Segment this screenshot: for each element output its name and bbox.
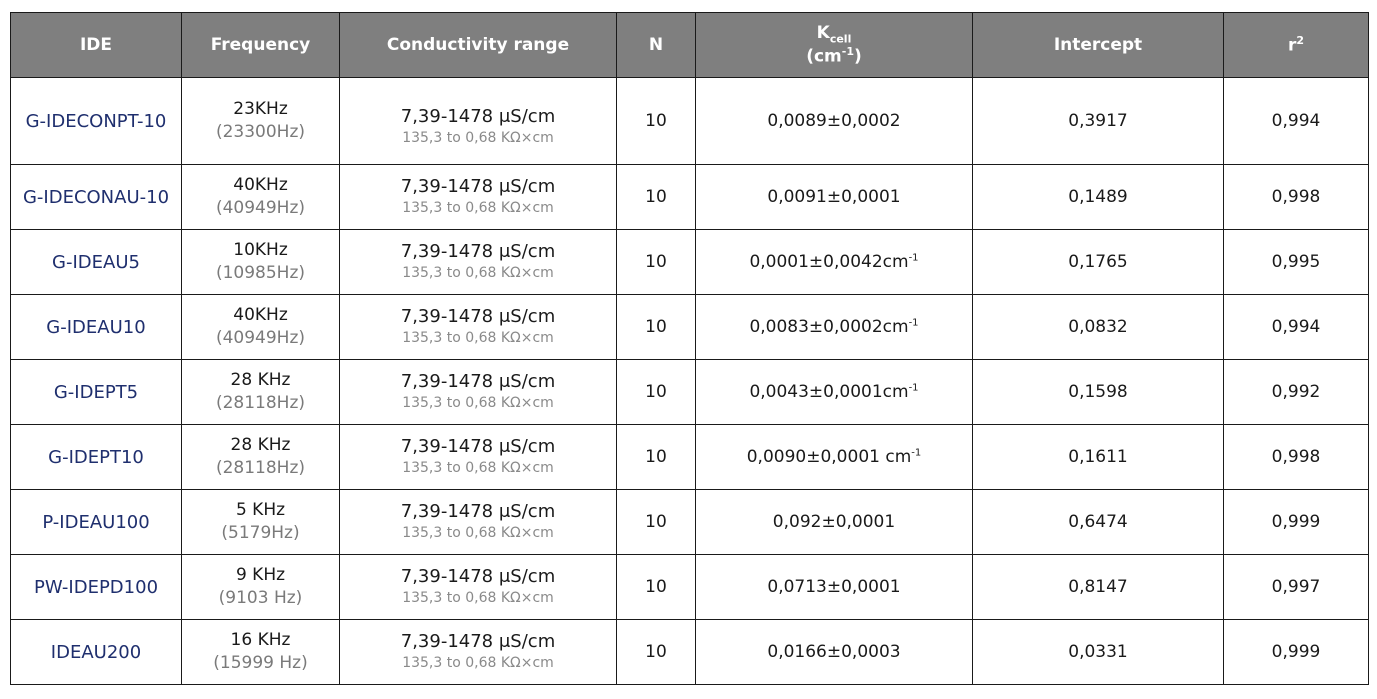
conductivity-range: 7,39-1478 μS/cm [400,501,556,522]
cell-conductivity [340,490,617,555]
frequency-hz: (10985Hz) [215,263,306,283]
cell-frequency [182,230,340,295]
cell-intercept: 0,1489 [973,165,1224,230]
cell-intercept: 0,1598 [973,360,1224,425]
cell-kcell [696,230,973,295]
cell-n: 10 [617,620,696,685]
header-kcell [696,13,973,78]
cell-r2: 0,992 [1224,360,1369,425]
r2-symbol: r [1287,35,1297,56]
cell-ide [11,78,182,165]
cell-conductivity [340,360,617,425]
table-row [11,555,1369,620]
kcell-unit: cm [882,317,909,337]
ide-name: G-IDEAU5 [52,251,140,273]
kcell-value: 0,0090±0,0001 [746,447,880,467]
ide-name: G-IDECONPT-10 [25,110,167,132]
cell-conductivity [340,425,617,490]
header-conductivity-range: Conductivity range [340,13,617,78]
ide-name: IDEAU200 [50,641,142,663]
conductivity-range: 7,39-1478 μS/cm [400,371,556,392]
cell-ide [11,295,182,360]
cell-frequency [182,555,340,620]
table-row [11,425,1369,490]
cell-frequency [182,78,340,165]
ide-name: G-IDEPT10 [48,446,144,468]
frequency-khz: 16 KHz [230,630,291,650]
ide-name: G-IDECONAU-10 [22,186,170,208]
ide-name: G-IDEPT5 [53,381,139,403]
table-row [11,490,1369,555]
ide-name: PW-IDEPD100 [33,576,159,598]
cell-intercept: 0,0832 [973,295,1224,360]
header-row [11,13,1369,78]
frequency-hz: (23300Hz) [215,122,306,142]
cell-ide [11,360,182,425]
cell-n: 10 [617,425,696,490]
conductivity-range: 7,39-1478 μS/cm [400,106,556,127]
cell-n: 10 [617,295,696,360]
cell-kcell [696,78,973,165]
conductivity-range: 7,39-1478 μS/cm [400,436,556,457]
cell-r2: 0,994 [1224,295,1369,360]
cell-r2: 0,994 [1224,78,1369,165]
kcell-value: 0,0001±0,0042 [749,252,883,272]
header-ide: IDE [11,13,182,78]
header-r2 [1224,13,1369,78]
resistivity-range: 135,3 to 0,68 KΩ×cm [402,395,554,411]
conductivity-range: 7,39-1478 μS/cm [400,241,556,262]
resistivity-range: 135,3 to 0,68 KΩ×cm [402,525,554,541]
conductivity-range: 7,39-1478 μS/cm [400,631,556,652]
kcell-unit-sup: -1 [841,45,854,59]
cell-frequency [182,165,340,230]
cell-conductivity [340,555,617,620]
kcell-value: 0,0713±0,0001 [767,577,901,597]
kcell-unit-close: ) [854,47,862,68]
resistivity-range: 135,3 to 0,68 KΩ×cm [402,200,554,216]
cell-n: 10 [617,360,696,425]
conductivity-range: 7,39-1478 μS/cm [400,306,556,327]
cell-conductivity [340,78,617,165]
frequency-khz: 5 KHz [235,500,286,520]
r2-superscript: 2 [1296,34,1305,48]
conductivity-range: 7,39-1478 μS/cm [400,566,556,587]
cell-kcell [696,360,973,425]
kcell-unit-open: (cm [806,47,842,68]
table-row [11,360,1369,425]
kcell-unit: cm [882,252,909,272]
frequency-khz: 10KHz [233,240,288,260]
kcell-unit-exponent: -1 [908,382,919,394]
frequency-hz: (28118Hz) [215,393,306,413]
table-row [11,295,1369,360]
ide-characterization-table [10,12,1369,685]
cell-kcell [696,295,973,360]
cell-r2: 0,999 [1224,620,1369,685]
frequency-hz: (9103 Hz) [218,588,303,608]
frequency-hz: (15999 Hz) [213,653,308,673]
kcell-value: 0,092±0,0001 [772,512,896,532]
frequency-hz: (28118Hz) [215,458,306,478]
kcell-value: 0,0083±0,0002 [749,317,883,337]
frequency-khz: 9 KHz [235,565,286,585]
cell-ide [11,490,182,555]
cell-frequency [182,620,340,685]
cell-intercept: 0,3917 [973,78,1224,165]
frequency-khz: 28 KHz [230,435,291,455]
table-header [11,13,1369,78]
resistivity-range: 135,3 to 0,68 KΩ×cm [402,655,554,671]
frequency-hz: (40949Hz) [215,198,306,218]
kcell-value: 0,0089±0,0002 [767,111,901,131]
cell-intercept: 0,6474 [973,490,1224,555]
cell-n: 10 [617,230,696,295]
header-frequency: Frequency [182,13,340,78]
cell-n: 10 [617,490,696,555]
resistivity-range: 135,3 to 0,68 KΩ×cm [402,590,554,606]
cell-intercept: 0,1765 [973,230,1224,295]
cell-frequency [182,490,340,555]
cell-frequency [182,295,340,360]
cell-conductivity [340,165,617,230]
resistivity-range: 135,3 to 0,68 KΩ×cm [402,130,554,146]
cell-r2: 0,999 [1224,490,1369,555]
cell-ide [11,230,182,295]
cell-r2: 0,998 [1224,165,1369,230]
cell-ide [11,555,182,620]
resistivity-range: 135,3 to 0,68 KΩ×cm [402,330,554,346]
kcell-value: 0,0166±0,0003 [767,642,901,662]
frequency-khz: 40KHz [233,305,288,325]
cell-frequency [182,360,340,425]
frequency-khz: 40KHz [233,175,288,195]
frequency-khz: 28 KHz [230,370,291,390]
cell-ide [11,165,182,230]
kcell-unit-exponent: -1 [908,317,919,329]
cell-kcell [696,165,973,230]
resistivity-range: 135,3 to 0,68 KΩ×cm [402,265,554,281]
frequency-hz: (40949Hz) [215,328,306,348]
kcell-unit-exponent: -1 [908,252,919,264]
cell-kcell [696,425,973,490]
cell-r2: 0,997 [1224,555,1369,620]
ide-name: G-IDEAU10 [46,316,146,338]
ide-name: P-IDEAU100 [42,511,150,533]
cell-conductivity [340,230,617,295]
kcell-subscript: cell [829,32,852,46]
table-body [11,78,1369,685]
kcell-symbol: K [816,22,830,43]
cell-ide [11,620,182,685]
kcell-unit: cm [879,447,912,467]
cell-n: 10 [617,165,696,230]
cell-intercept: 0,8147 [973,555,1224,620]
kcell-value: 0,0091±0,0001 [767,187,901,207]
cell-conductivity [340,620,617,685]
cell-conductivity [340,295,617,360]
kcell-unit: cm [882,382,909,402]
cell-ide [11,425,182,490]
kcell-unit-exponent: -1 [911,447,922,459]
frequency-hz: (5179Hz) [221,523,300,543]
cell-frequency [182,425,340,490]
cell-n: 10 [617,78,696,165]
cell-kcell [696,490,973,555]
cell-intercept: 0,0331 [973,620,1224,685]
table-row [11,620,1369,685]
table-row [11,230,1369,295]
table-row [11,78,1369,165]
table-row [11,165,1369,230]
frequency-khz: 23KHz [233,99,288,119]
header-intercept: Intercept [973,13,1224,78]
cell-r2: 0,998 [1224,425,1369,490]
cell-r2: 0,995 [1224,230,1369,295]
cell-n: 10 [617,555,696,620]
resistivity-range: 135,3 to 0,68 KΩ×cm [402,460,554,476]
conductivity-range: 7,39-1478 μS/cm [400,176,556,197]
cell-intercept: 0,1611 [973,425,1224,490]
cell-kcell [696,555,973,620]
header-n: N [617,13,696,78]
kcell-value: 0,0043±0,0001 [749,382,883,402]
cell-kcell [696,620,973,685]
